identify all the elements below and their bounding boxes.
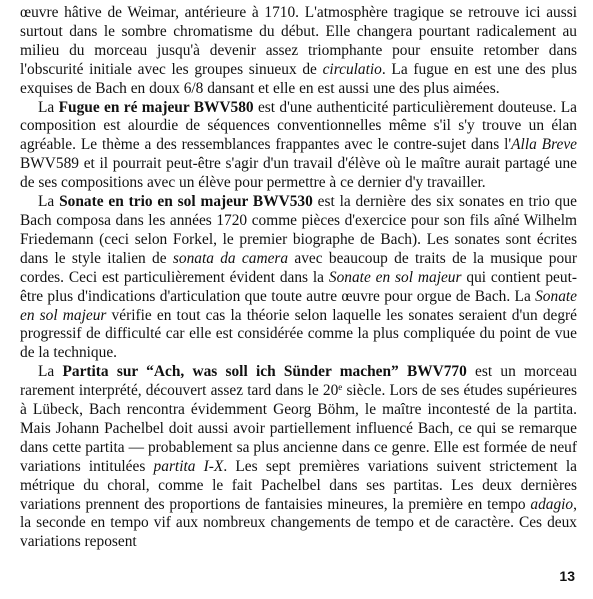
bold-title: Sonate en trio en sol majeur BWV530 <box>59 193 313 211</box>
text-run: BWV589 et il pourrait peut-être s'agir d'un travail d'élève où le maître aurait partagé une de ses compositions avec un élève pour permettre à ce dernier d'y travailler. <box>20 155 577 192</box>
text-run: vérifie en tout cas la théorie selon laquelle les sonates seraient d'un degré progressif de difficulté car elle est considérée comme la plus compliquée du point de vue de la technique. <box>20 306 577 362</box>
text-run: La <box>38 363 63 381</box>
text-run: œuvre hâtive de Weimar, antérieure à 1710. L'atmosphère tragique se retrouve ici aussi surtout dans le sombre chromatisme du début. Elle changera pourtant radicalement au milieu du morceau jusqu'à devenir assez triomphante pour ensuite retomber dans l'obscurité initiale avec les groupes sinueux de <box>20 4 577 78</box>
italic-term: partita I-X <box>153 457 224 475</box>
text-run: . La fugue en est une des plus exquises de Bach en doux 6/8 dansant et elle en est aussi une des plus aimées. <box>20 60 577 97</box>
bold-title: Fugue en ré majeur BWV580 <box>58 98 254 116</box>
text-run: La <box>38 193 60 211</box>
text-run: La <box>38 98 59 116</box>
paragraph <box>20 193 577 363</box>
text-run: est la dernière des six sonates en trio que Bach composa dans les années 1720 comme pièces d'exercice pour son fils aîné Wilhelm Friedemann (ceci selon Forkel, le premier biographe de Bach). Les sonates sont écrites dans le style italien de <box>20 193 577 267</box>
text-run: avec beaucoup de traits de la musique pour cordes. Ceci est particulièrement évident dans la <box>20 249 577 286</box>
paragraph <box>20 4 577 99</box>
text-run: qui contient peut-être plus d'indications d'articulation que toute autre œuvre pour orgue de Bach. La <box>20 268 577 305</box>
italic-term: Sonate en sol majeur <box>20 287 577 324</box>
text-run: siècle. Lors de ses études supérieures à Lübeck, Bach rencontra évidemment Georg Böhm, le maître incontesté de la partita. Mais Johann Pachelbel doit aussi avoir partiellement influencé Bach, ce qui se remarque dans cette partita — probablement sa plus ancienne dans ce genre. Elle est formée de neuf variations intitulées <box>20 382 577 475</box>
italic-term: sonata da camera <box>172 249 289 267</box>
italic-term: circulatio <box>322 60 382 78</box>
text-run: est un morceau rarement interprété, découvert assez tard dans le 20 <box>20 363 577 400</box>
paragraph <box>20 99 577 194</box>
italic-term: adagio <box>530 495 574 513</box>
text-run: est d'une authenticité particulièrement douteuse. La composition est alourdie de séquences conventionnelles même s'il s'y trouve un élan agréable. Le thème a des ressemblances frappantes avec le contre-sujet dans l' <box>20 98 577 154</box>
text-run: , la seconde en tempo vif aux nombreux changements de tempo et de caractère. Ces deux variations reposent <box>20 495 577 551</box>
bold-title: Partita sur “Ach, was soll ich Sünder machen” BWV770 <box>62 363 467 381</box>
italic-term: Sonate en sol majeur <box>328 268 462 286</box>
text-run: . Les sept premières variations suivent strictement la métrique du choral, comme le fait Pachelbel dans ses partitas. Les deux dernières variations prennent des proportions de fantaisies mineures, la première en tempo <box>20 457 578 513</box>
italic-term: Alla Breve <box>511 136 577 154</box>
superscript: e <box>338 382 343 393</box>
paragraph <box>20 363 577 552</box>
page-body <box>20 4 577 552</box>
page-number: 13 <box>559 568 575 584</box>
